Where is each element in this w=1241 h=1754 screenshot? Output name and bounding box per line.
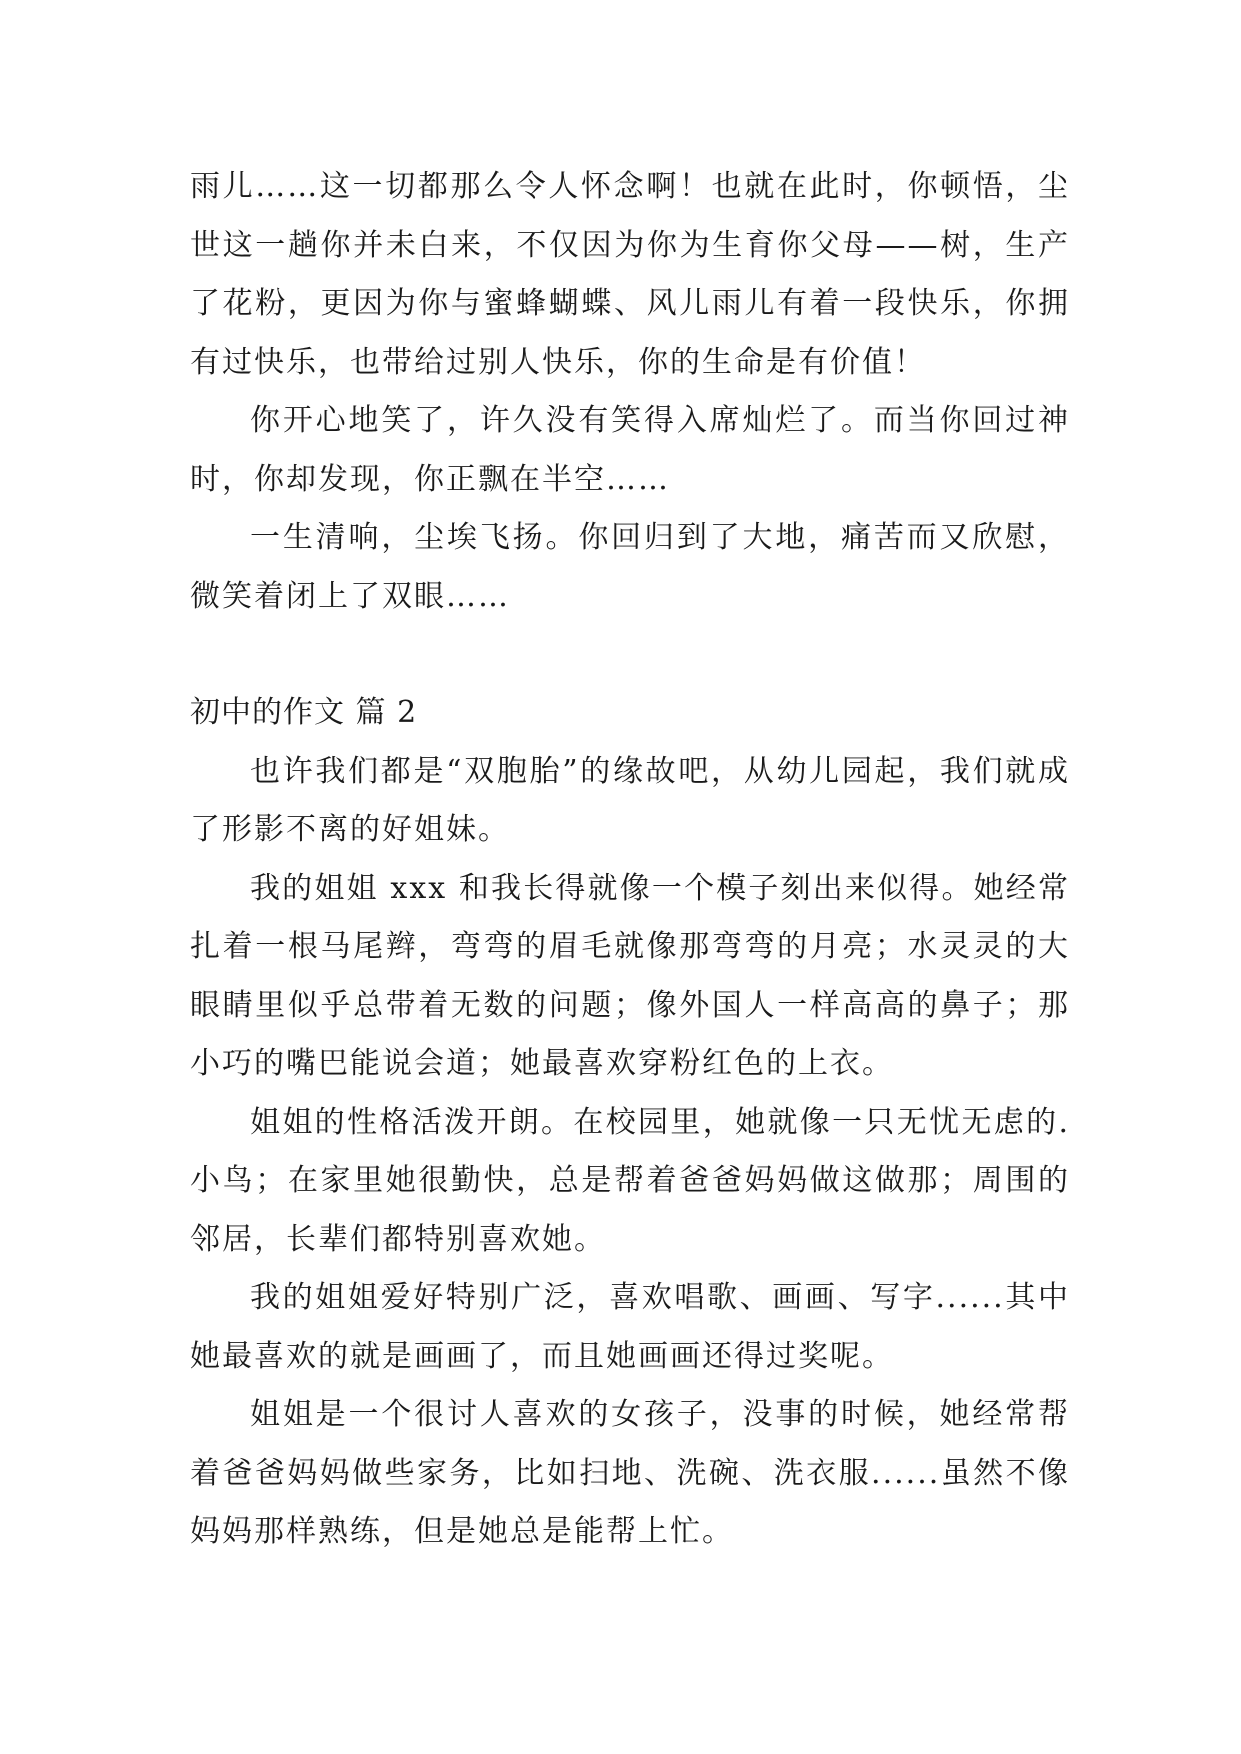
paragraph: 也许我们都是“双胞胎”的缘故吧，从幼儿园起，我们就成了形影不离的好姐妹。 bbox=[190, 753, 1070, 847]
document-body bbox=[190, 158, 1070, 1562]
section-title: 初中的作文 篇 2 bbox=[190, 695, 418, 730]
paragraph-continued: 雨儿……这一切都那么令人怀念啊！也就在此时，你顿悟，尘世这一趟你并未白来，不仅因为你为生育你父母——树，生产了花粉，更因为你与蜜蜂蝴蝶、风儿雨儿有着一段快乐，你拥有过快乐，也带给过别人快乐，你的生命是有价值！ bbox=[190, 169, 1070, 380]
paragraph: 姐姐是一个很讨人喜欢的女孩子，没事的时候，她经常帮着爸爸妈妈做些家务，比如扫地、洗碗、洗衣服......虽然不像妈妈那样熟练，但是她总是能帮上忙。 bbox=[190, 1397, 1070, 1549]
paragraph: 姐姐的性格活泼开朗。在校园里，她就像一只无忧无虑的.小鸟；在家里她很勤快，总是帮着爸爸妈妈做这做那；周围的邻居，长辈们都特别喜欢她。 bbox=[190, 1104, 1070, 1257]
paragraph: 我的姐姐 xxx 和我长得就像一个模子刻出来似得。她经常扎着一根马尾辫，弯弯的眉毛就像那弯弯的月亮；水灵灵的大眼睛里似乎总带着无数的问题；像外国人一样高高的鼻子；那小巧的嘴巴能说会道；她最喜欢穿粉红色的上衣。 bbox=[190, 870, 1070, 1081]
paragraph: 你开心地笑了，许久没有笑得入席灿烂了。而当你回过神时，你却发现，你正飘在半空…… bbox=[190, 403, 1070, 497]
paragraph: 我的姐姐爱好特别广泛，喜欢唱歌、画画、写字......其中她最喜欢的就是画画了，而且她画画还得过奖呢。 bbox=[190, 1280, 1070, 1374]
paragraph: 一生清响，尘埃飞扬。你回归到了大地，痛苦而又欣慰，微笑着闭上了双眼…… bbox=[190, 520, 1070, 614]
